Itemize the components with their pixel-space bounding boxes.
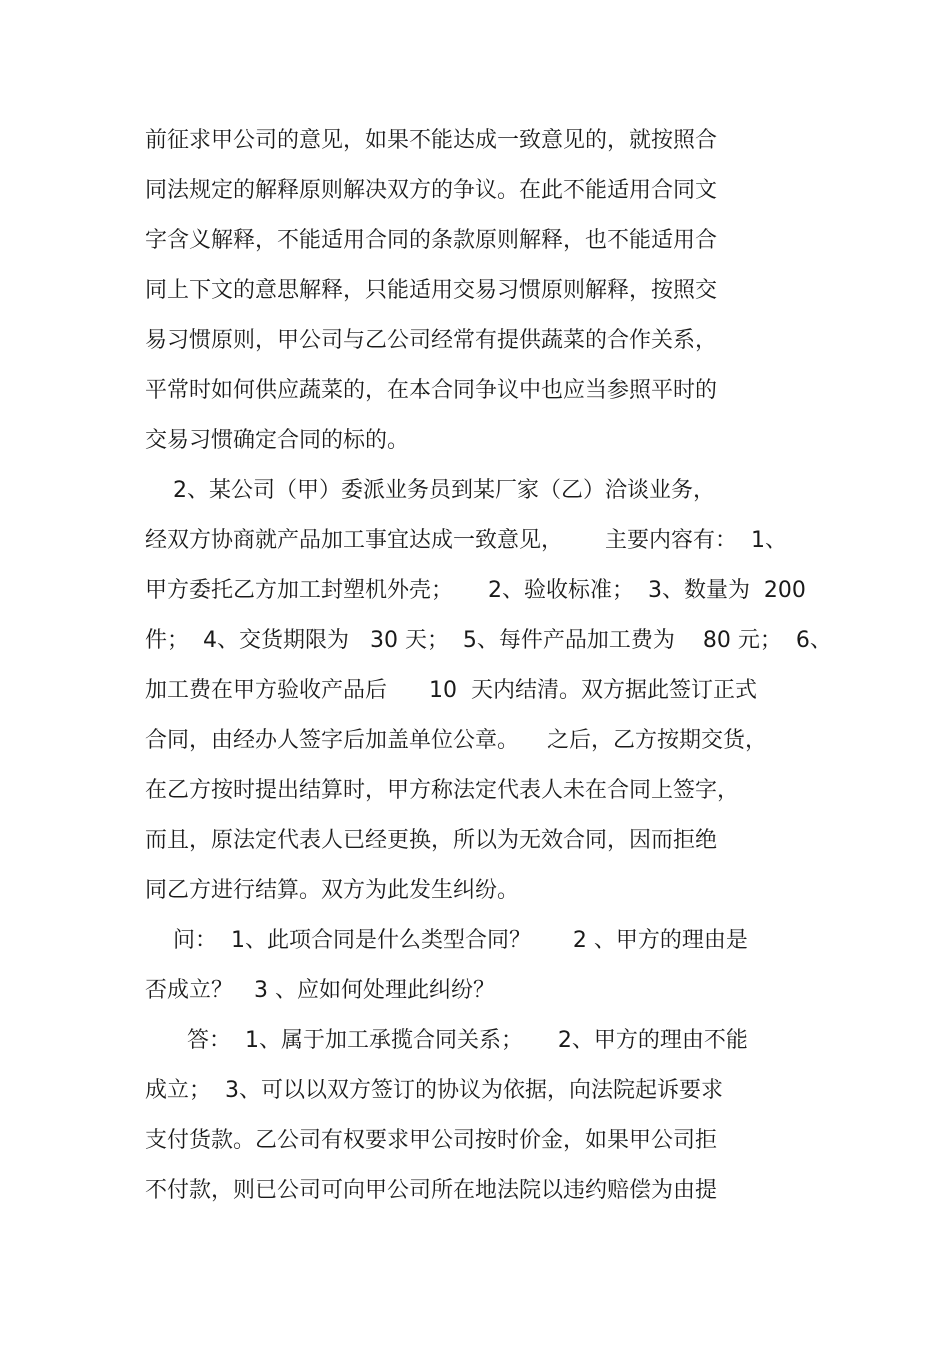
text-line: 问： 1、此项合同是什么类型合同？ 2 、甲方的理由是 (145, 928, 748, 953)
text-line: 在乙方按时提出结算时，甲方称法定代表人未在合同上签字， (145, 778, 740, 803)
text-line: 同乙方进行结算。双方为此发生纠纷。 (145, 878, 520, 903)
text-line: 不付款，则已公司可向甲公司所在地法院以违约赔偿为由提 (145, 1178, 718, 1203)
text-line: 经双方协商就产品加工事宜达成一致意见， 主要内容有： 1、 (145, 528, 787, 553)
text-line: 平常时如何供应蔬菜的，在本合同争议中也应当参照平时的 (145, 378, 718, 403)
text-line: 2、某公司（甲）委派业务员到某厂家（乙）洽谈业务， (145, 478, 715, 503)
text-line: 易习惯原则，甲公司与乙公司经常有提供蔬菜的合作关系， (145, 328, 718, 353)
text-line: 甲方委托乙方加工封塑机外壳； 2、验收标准； 3、数量为 200 (145, 578, 806, 603)
text-line: 答： 1、属于加工承揽合同关系； 2、甲方的理由不能 (145, 1028, 748, 1053)
text-line: 支付货款。乙公司有权要求甲公司按时价金，如果甲公司拒 (145, 1128, 718, 1153)
text-line: 同上下文的意思解释，只能适用交易习惯原则解释，按照交 (145, 278, 718, 303)
text-line: 否成立？ 3 、应如何处理此纠纷？ (145, 978, 495, 1003)
text-line: 同法规定的解释原则解决双方的争议。在此不能适用合同文 (145, 178, 718, 203)
text-line: 合同，由经办人签字后加盖单位公章。 之后，乙方按期交货， (145, 728, 767, 753)
text-line: 前征求甲公司的意见，如果不能达成一致意见的，就按照合 (145, 128, 718, 153)
text-line: 加工费在甲方验收产品后 10 天内结清。双方据此签订正式 (145, 678, 757, 703)
text-line: 交易习惯确定合同的标的。 (145, 428, 410, 453)
text-line: 成立； 3、可以以双方签订的协议为依据，向法院起诉要求 (145, 1078, 723, 1103)
text-line: 字含义解释，不能适用合同的条款原则解释，也不能适用合 (145, 228, 718, 253)
text-line: 而且，原法定代表人已经更换，所以为无效合同，因而拒绝 (145, 828, 718, 853)
text-line: 件； 4、交货期限为 30 天； 5、每件产品加工费为 80 元； 6、 (145, 628, 832, 653)
